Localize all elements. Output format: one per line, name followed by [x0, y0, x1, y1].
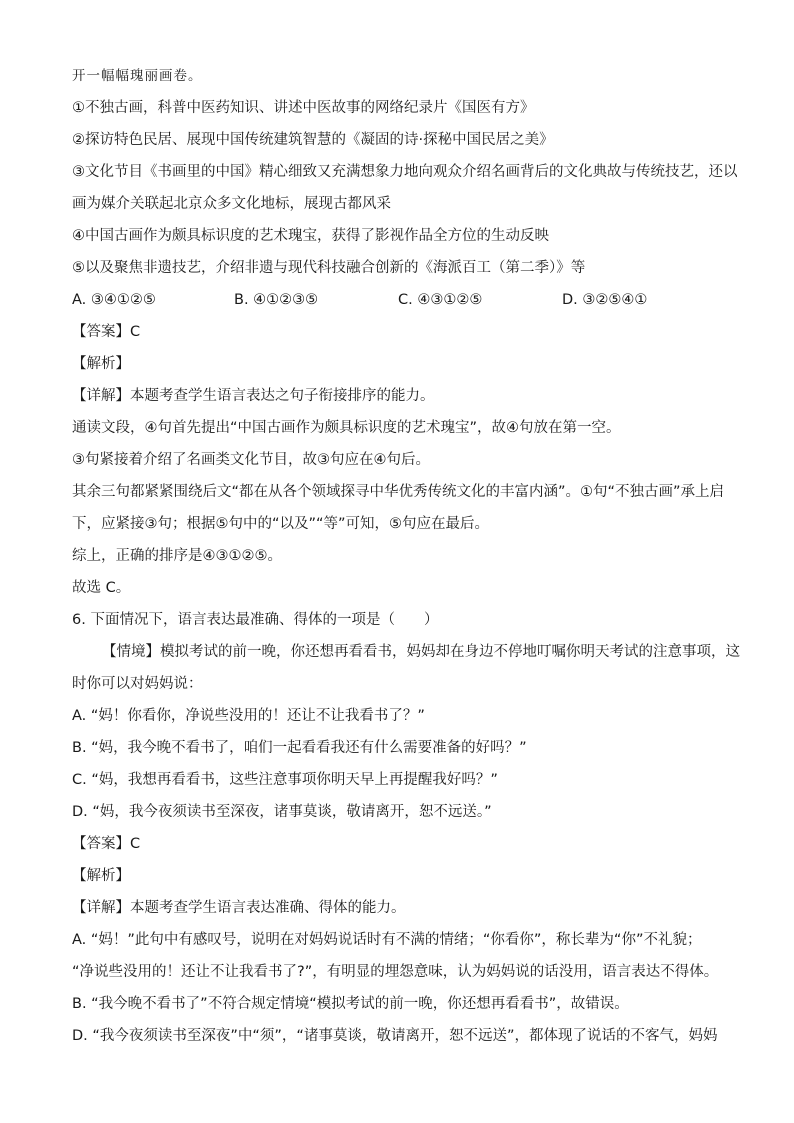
q6-choice-b: B. “妈，我今晚不看书了，咱们一起看看我还有什么需要准备的好吗？”	[72, 740, 527, 756]
q5-analysis-line-7: 故选 C。	[72, 580, 131, 596]
q6-choice-c: C. “妈，我想再看看书，这些注意事项你明天早上再提醒我好吗？”	[72, 772, 498, 788]
q6-choice-a: A. “妈！你看你，净说些没用的！还让不让我看书了？”	[72, 708, 425, 724]
q6-answer: 【答案】C	[72, 836, 141, 852]
q5-item-3-cont: 画为媒介关联起北京众多文化地标，展现古都风采	[72, 196, 391, 212]
q6-analysis-line-5: D. “我今夜须读书至深夜”中“须”，“诸事莫谈，敬请离开，恕不远送”，都体现了说话的不客气，妈妈	[72, 1028, 718, 1044]
q6-stem: 6. 下面情况下，语言表达最准确、得体的一项是（ ）	[72, 612, 439, 628]
q5-analysis-line-1: 【详解】本题考查学生语言表达之句子衔接排序的能力。	[72, 388, 435, 404]
q6-analysis-label: 【解析】	[72, 868, 130, 884]
q5-item-1: ①不独古画，科普中医药知识、讲述中医故事的网络纪录片《国医有方》	[72, 100, 535, 116]
q5-item-4: ④中国古画作为颇具标识度的艺术瑰宝，获得了影视作品全方位的生动反映	[72, 228, 549, 244]
q5-analysis-line-6: 综上，正确的排序是④③①②⑤。	[72, 548, 282, 564]
q6-analysis-line-1: 【详解】本题考查学生语言表达准确、得体的能力。	[72, 900, 406, 916]
q6-analysis-line-2: A. “妈！”此句中有感叹号，说明在对妈妈说话时有不满的情绪；“你看你”，称长辈为“你”不礼貌；	[72, 932, 702, 948]
q5-analysis-line-3: ③句紧接着介绍了名画类文化节目，故③句应在④句后。	[72, 452, 430, 468]
q5-option-a: A. ③④①②⑤	[72, 292, 156, 308]
q5-analysis-line-5: 下，应紧接③句；根据⑤句中的“以及”“等”可知，⑤句应在最后。	[72, 516, 490, 532]
q6-analysis-line-3: “净说些没用的！还让不让我看书了?”，有明显的埋怨意味，认为妈妈说的话没用，语言表达不得体。	[72, 964, 719, 980]
q5-analysis-line-4: 其余三句都紧紧围绕后文“都在从各个领域探寻中华优秀传统文化的丰富内涵”。①句“不独古画”承上启	[72, 484, 725, 500]
q5-analysis-line-2: 通读文段，④句首先提出“中国古画作为颇具标识度的艺术瑰宝”，故④句放在第一空。	[72, 420, 621, 436]
q6-scenario-line-2: 时你可以对妈妈说：	[72, 676, 203, 692]
q6-choice-d: D. “妈，我今夜须读书至深夜，诸事莫谈，敬请离开，恕不远送。”	[72, 804, 492, 820]
q5-lead-text: 开一幅幅瑰丽画卷。	[72, 68, 203, 84]
q5-analysis-label: 【解析】	[72, 356, 130, 372]
q5-option-c: C. ④③①②⑤	[398, 292, 483, 308]
q5-item-5: ⑤以及聚焦非遗技艺，介绍非遗与现代科技融合创新的《海派百工（第二季）》等	[72, 260, 586, 276]
q5-item-2: ②探访特色民居、展现中国传统建筑智慧的《凝固的诗·探秘中国民居之美》	[72, 132, 554, 148]
q6-analysis-line-4: B. “我今晚不看书了”不符合规定情境“模拟考试的前一晚，你还想再看看书”，故错误。	[72, 996, 629, 1012]
q5-item-3: ③文化节目《书画里的中国》精心细致又充满想象力地向观众介绍名画背后的文化典故与传统技艺，还以	[72, 164, 738, 180]
q5-answer: 【答案】C	[72, 324, 141, 340]
q5-option-d: D. ③②⑤④①	[562, 292, 648, 308]
q6-scenario-line-1: 【情境】模拟考试的前一晚，你还想再看看书，妈妈却在身边不停地叮嘱你明天考试的注意事项，这	[102, 644, 740, 660]
q5-option-b: B. ④①②③⑤	[234, 292, 319, 308]
